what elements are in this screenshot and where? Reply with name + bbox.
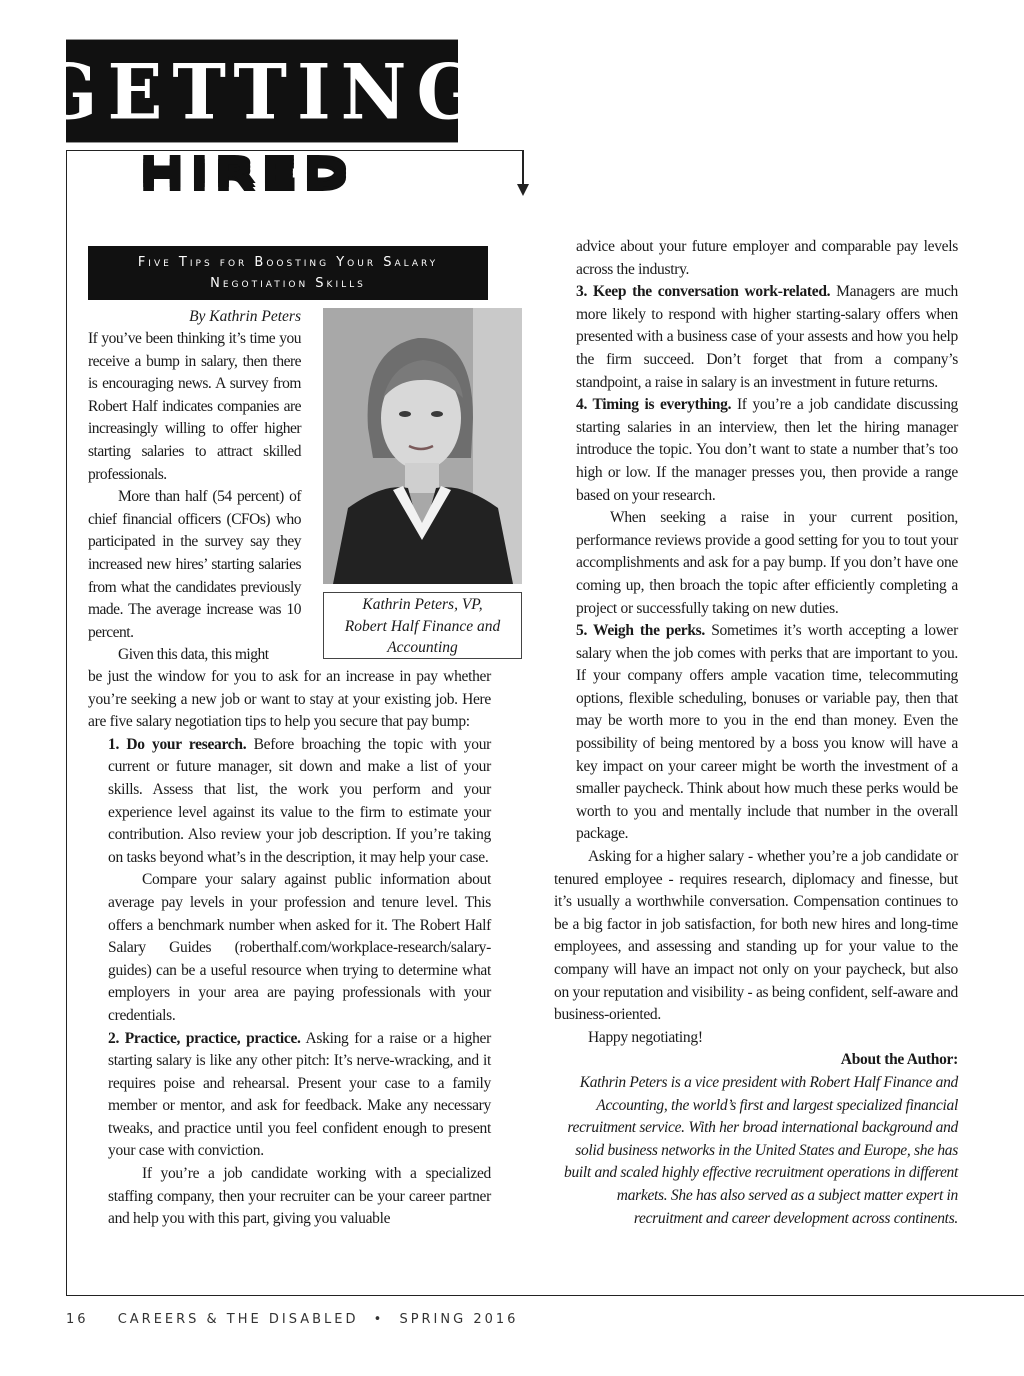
author-photo: [323, 308, 522, 584]
body-paragraph: When seeking a raise in your current position, performance reviews provide a good setting for you to tout your accomplishments and ask for a pay bump. If you don’t have one coming up, then broach the topic after efficiently completing a project or successfully taking on new duties.: [576, 509, 958, 617]
tip-title: 4. Timing is everything.: [576, 396, 732, 414]
down-arrow-icon: [517, 184, 529, 196]
section-title-hired: HIRED: [138, 152, 353, 196]
page-footer: [66, 1312, 666, 1327]
left-column-body: [88, 666, 491, 1231]
tip-title: 3. Keep the conversation work-related.: [576, 283, 831, 301]
intro-paragraph: More than half (54 percent) of chief financial officers (CFOs) who participated in the survey say they increased new hires’ starting salaries from what the candidates previously made. The average increase was 10 percent.: [88, 488, 301, 641]
intro-paragraph: If you’ve been thinking it’s time you receive a bump in salary, then there is encouraging news. A survey from Robert Half indicates companies are increasingly willing to offer higher starting salaries to attract skilled professionals.: [88, 330, 301, 483]
intro-column: [88, 328, 301, 667]
tip-title: 5. Weigh the perks.: [576, 622, 705, 640]
tip-title: 2. Practice, practice, practice.: [108, 1029, 301, 1047]
tip-3: 3. Keep the conversation work-related. Managers are much more likely to respond with higher starting-salary offers when presented with a business case of your assests and how you help the firm succeed. Don’t forget that from a company’s standpoint, a raise in salary is an investment in future returns.: [576, 283, 958, 391]
publication-name: CAREERS & THE DISABLED: [117, 1312, 359, 1327]
issue-date: SPRING 2016: [399, 1312, 519, 1327]
tip-title: 1. Do your research.: [108, 735, 247, 753]
article-headline: Five Tips for Boosting Your Salary Negotiation Skills: [88, 246, 488, 300]
closing-paragraph: Asking for a higher salary - whether you’re a job candidate or tenured employee - requires research, diplomacy and finesse, but it’s usually a worthwhile conversation. Compensation continues to be a big factor in job satisfaction, for both new hires and long-time employees, and assessing and standing up for your value to the company will have an impact not only on your paycheck, but also on your reputation and visibility - as being confident, self-aware and business-oriented.: [554, 848, 958, 1024]
author-portrait-image: [323, 308, 522, 584]
body-paragraph: be just the window for you to ask for an increase in pay whether you’re seeking a new job or want to stay at your existing job. Here are five salary negotiation tips to help you secure that pay bump:: [88, 668, 491, 731]
signoff: Happy negotiating!: [588, 1028, 703, 1046]
body-paragraph: advice about your future employer and comparable pay levels across the industry.: [576, 238, 958, 278]
page-number: 16: [66, 1312, 89, 1327]
intro-paragraph: Given this data, this might: [118, 646, 269, 664]
tip-5: 5. Weigh the perks. Sometimes it’s worth accepting a lower salary when the job comes with perks that are important to you. If your company offers ample vacation time, telecommuting options, flexible scheduling, bonuses or variable pay, then that may be worth more to you in the end than money. Even the possibility of being mentored by a boss you know will have a key impact on your career might be worth the investment of a smaller paycheck. Think about how much these perks would be worth to you and mentally include that number in the overall package.: [576, 622, 958, 843]
section-title-getting: GETTING: [66, 40, 458, 143]
tip-1: 1. Do your research. Before broaching the topic with your current or future manager, sit down and make a list of your skills. Assess that list, the work you perform and your experience level against its value to the firm to estimate your contribution. Also review your job description. If you’re taking on tasks beyond what’s in the description, it may help your case.: [108, 735, 492, 866]
about-author-heading: About the Author:: [840, 1051, 958, 1069]
right-column-body: [554, 236, 958, 1230]
frame-arrow-line: [522, 151, 524, 187]
footer-separator: •: [373, 1312, 385, 1327]
about-author-text: Kathrin Peters is a vice president with Robert Half Finance and Accounting, the world’s first and largest specialized financial recruitment service. With her broad international background and solid business networks in the United States and Europe, she has built and scaled highly effective recruitment operations in different markets. She has also served as a subject matter expert in recruitment and career development across continents.: [564, 1073, 958, 1227]
body-paragraph: If you’re a job candidate working with a specialized staffing company, then your recruiter can be your career partner and help you with this part, giving you valuable: [108, 1165, 491, 1228]
body-paragraph: Compare your salary against public information about average pay levels in your profession and tenure level. This offers a benchmark number when asked for it. The Robert Half Salary Guides (roberthalf.com/workplace-research/salary-guides) can be a useful resource when trying to determine what employers in your area are paying professionals with your credentials.: [108, 871, 491, 1024]
byline: By Kathrin Peters: [189, 308, 301, 325]
tip-2: 2. Practice, practice, practice. Asking for a raise or a higher starting salary is like any other pitch: It’s nerve-wracking, and it requires poise and rehearsal. Present your case to a family member or mentor, and ask for feedback. Make any necessary tweaks, and practice until you feel confident enough to present your case with conviction.: [108, 1029, 492, 1160]
tip-4: 4. Timing is everything. If you’re a job candidate discussing starting salaries in an interview, then let the hiring manager introduce the topic. You don’t want to state a number that’s too high or low. If the manager presses you, then provide a range based on your research.: [576, 396, 958, 504]
photo-caption: Kathrin Peters, VP, Robert Half Finance and Accounting: [323, 592, 522, 659]
